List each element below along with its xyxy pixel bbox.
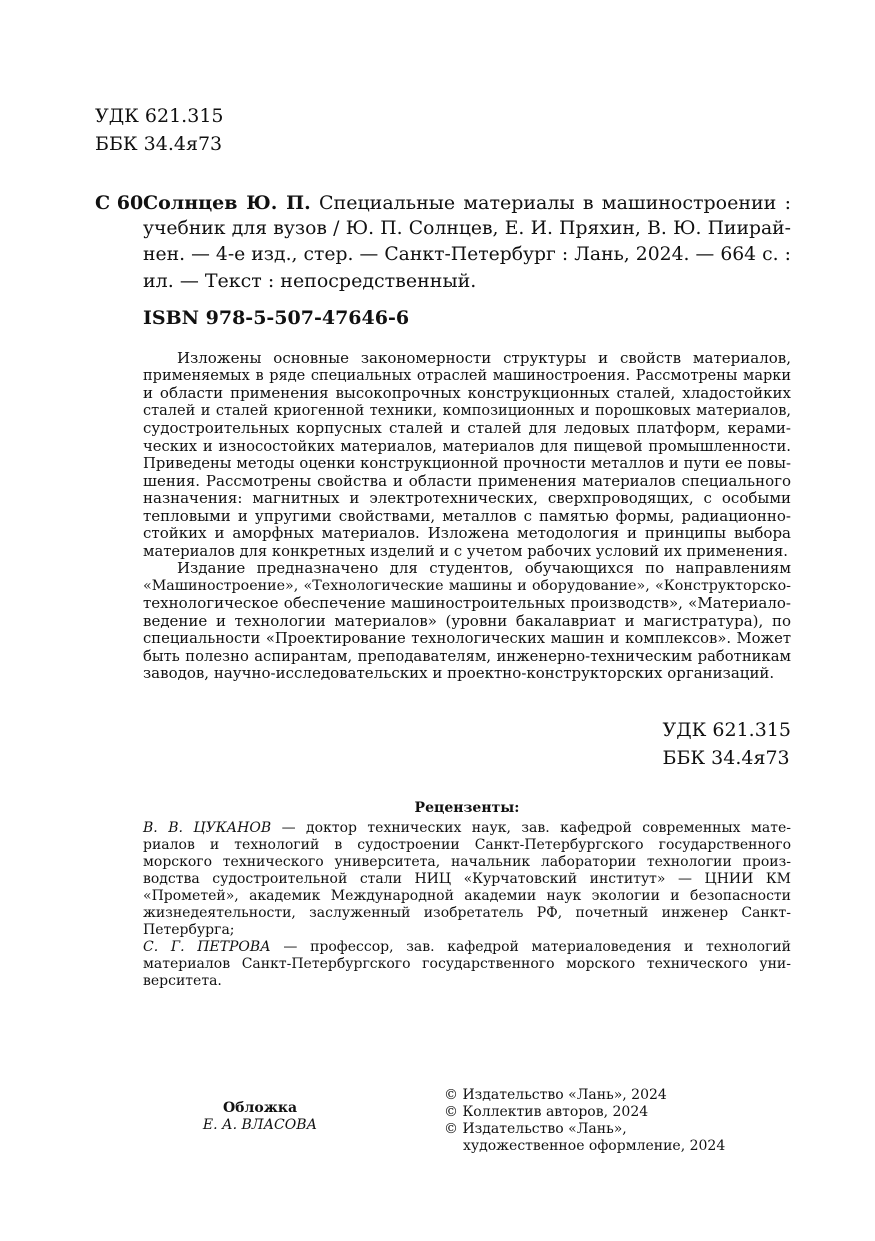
isbn: ISBN 978-5-507-47646-6 (143, 307, 410, 329)
catalog-line-3: нен. — 4-е изд., стер. — Санкт-Петербург : Лань, 2024. — 664 с. : (143, 244, 791, 265)
cover-label: Обложка (222, 1100, 298, 1116)
bbk-code: ББК 34.4я73 (95, 133, 223, 155)
reviewers-block (143, 820, 791, 990)
copyright-icon: © (444, 1104, 458, 1120)
cover-designer: Е. А. ВЛАСОВА (202, 1117, 318, 1133)
copyrights (444, 1087, 725, 1155)
annotation-line: назначения: магнитных и электротехнических, сверхпроводящих, с особыми (143, 489, 791, 507)
copyright-text: Издательство «Лань», 2024 (462, 1087, 667, 1103)
reviewer-line: риалов и технологий в судостроении Санкт-Петербургского государственного (143, 837, 791, 853)
copyright-line (444, 1121, 725, 1138)
reviewer-line: водства судостроительной стали НИЦ «Курчатовский институт» — ЦНИИ КМ (143, 871, 791, 887)
annotation-line: сталей и сталей криогенной техники, композиционных и порошковых материалов, (143, 402, 791, 419)
reviewer-line: морского технического университета, начальник лаборатории технологии произ- (143, 854, 791, 870)
annotation (143, 350, 791, 683)
reviewer-name: С. Г. ПЕТРОВА (143, 939, 271, 955)
catalog-line-4: ил. — Текст : непосредственный. (143, 270, 477, 292)
copyright-line (444, 1087, 725, 1104)
annotation-line: Приведены методы оценки конструкционной прочности металлов и пути ее повы- (143, 455, 791, 472)
annotation-line: ведение и технологии материалов» (уровни бакалавриат и магистратура), по (143, 611, 791, 630)
reviewer-line (143, 820, 791, 837)
reviewer-line: жизнедеятельности, заслуженный изобретатель РФ, почетный инженер Санкт- (143, 905, 791, 921)
annotation-line: судостроительных корпусных сталей и сталей для ледовых платформ, керами- (143, 419, 791, 437)
catalog-title: Специальные материалы в машиностроении : (319, 192, 791, 214)
header-codes (95, 102, 224, 158)
copyright-icon: © (444, 1121, 458, 1137)
annotation-line: технологическое обеспечение машиностроительных производств», «Материало- (143, 594, 791, 612)
reviewer-line: Петербурга; (143, 922, 235, 938)
annotation-line: и области применения высокопрочных конструкционных сталей, хладостойких (143, 384, 791, 402)
copyright-icon: © (444, 1087, 458, 1103)
annotation-line: шения. Рассмотрены свойства и области применения материалов специального (143, 471, 791, 490)
annotation-line: специальности «Проектирование технологических машин и комплексов». Может (143, 630, 791, 647)
annotation-line: тепловыми и упругими свойствами, металлов с памятью формы, радиационно- (143, 506, 791, 525)
reviewer-line: материалов Санкт-Петербургского государственного морского технического уни- (143, 956, 791, 972)
catalog-line-2: учебник для вузов / Ю. П. Солнцев, Е. И. Пряхин, В. Ю. Пиирай- (143, 218, 791, 239)
annotation-line: стойких и аморфных материалов. Изложена методология и принципы выбора (143, 524, 791, 542)
reviewer-name: В. В. ЦУКАНОВ (143, 820, 272, 836)
annotation-line: Издание предназначено для студентов, обучающихся по направлениям (177, 559, 791, 577)
reviewer-line: верситета. (143, 973, 222, 989)
annotation-line: применяемых в ряде специальных отраслей машиностроения. Рассмотрены марки (143, 367, 791, 384)
reviewer-line (143, 939, 791, 956)
catalog-author: Солнцев Ю. П. (143, 192, 311, 214)
annotation-line: быть полезно аспирантам, преподавателям, инженерно-техническим работникам (143, 647, 791, 665)
annotation-line: материалов для конкретных изделий и с учетом рабочих условий их применения. (143, 542, 788, 560)
right-bbk-code: ББК 34.4я73 (662, 747, 790, 769)
copyright-line (444, 1104, 725, 1121)
reviewer-line: «Прометей», академик Международной академии наук экологии и безопасности (143, 888, 791, 904)
annotation-line: ческих и износостойких материалов, материалов для пищевой промышленности. (143, 437, 791, 455)
right-udk-code: УДК 621.315 (662, 719, 791, 741)
annotation-line: Изложены основные закономерности структуры и свойств материалов, (177, 349, 791, 367)
udk-code: УДК 621.315 (95, 105, 224, 127)
copyright-line: художественное оформление, 2024 (463, 1138, 726, 1154)
catalog-line-1 (143, 190, 791, 216)
reviewer-text: — профессор, зав. кафедрой материаловедения и технологий (270, 939, 792, 955)
catalog-entry (143, 190, 791, 294)
annotation-line: «Машиностроение», «Технологические машины и оборудование», «Конструкторско- (143, 577, 791, 594)
copyright-text: Издательство «Лань», (462, 1121, 627, 1137)
reviewer-text: — доктор технических наук, зав. кафедрой современных мате- (271, 820, 791, 836)
cover-credit (160, 1100, 360, 1134)
catalog-code: С 60 (95, 192, 144, 214)
annotation-line: заводов, научно-исследовательских и проектно-конструкторских организаций. (143, 664, 775, 682)
right-codes (663, 716, 792, 772)
reviewers-heading: Рецензенты: (414, 800, 520, 816)
copyright-text: Коллектив авторов, 2024 (462, 1104, 649, 1120)
